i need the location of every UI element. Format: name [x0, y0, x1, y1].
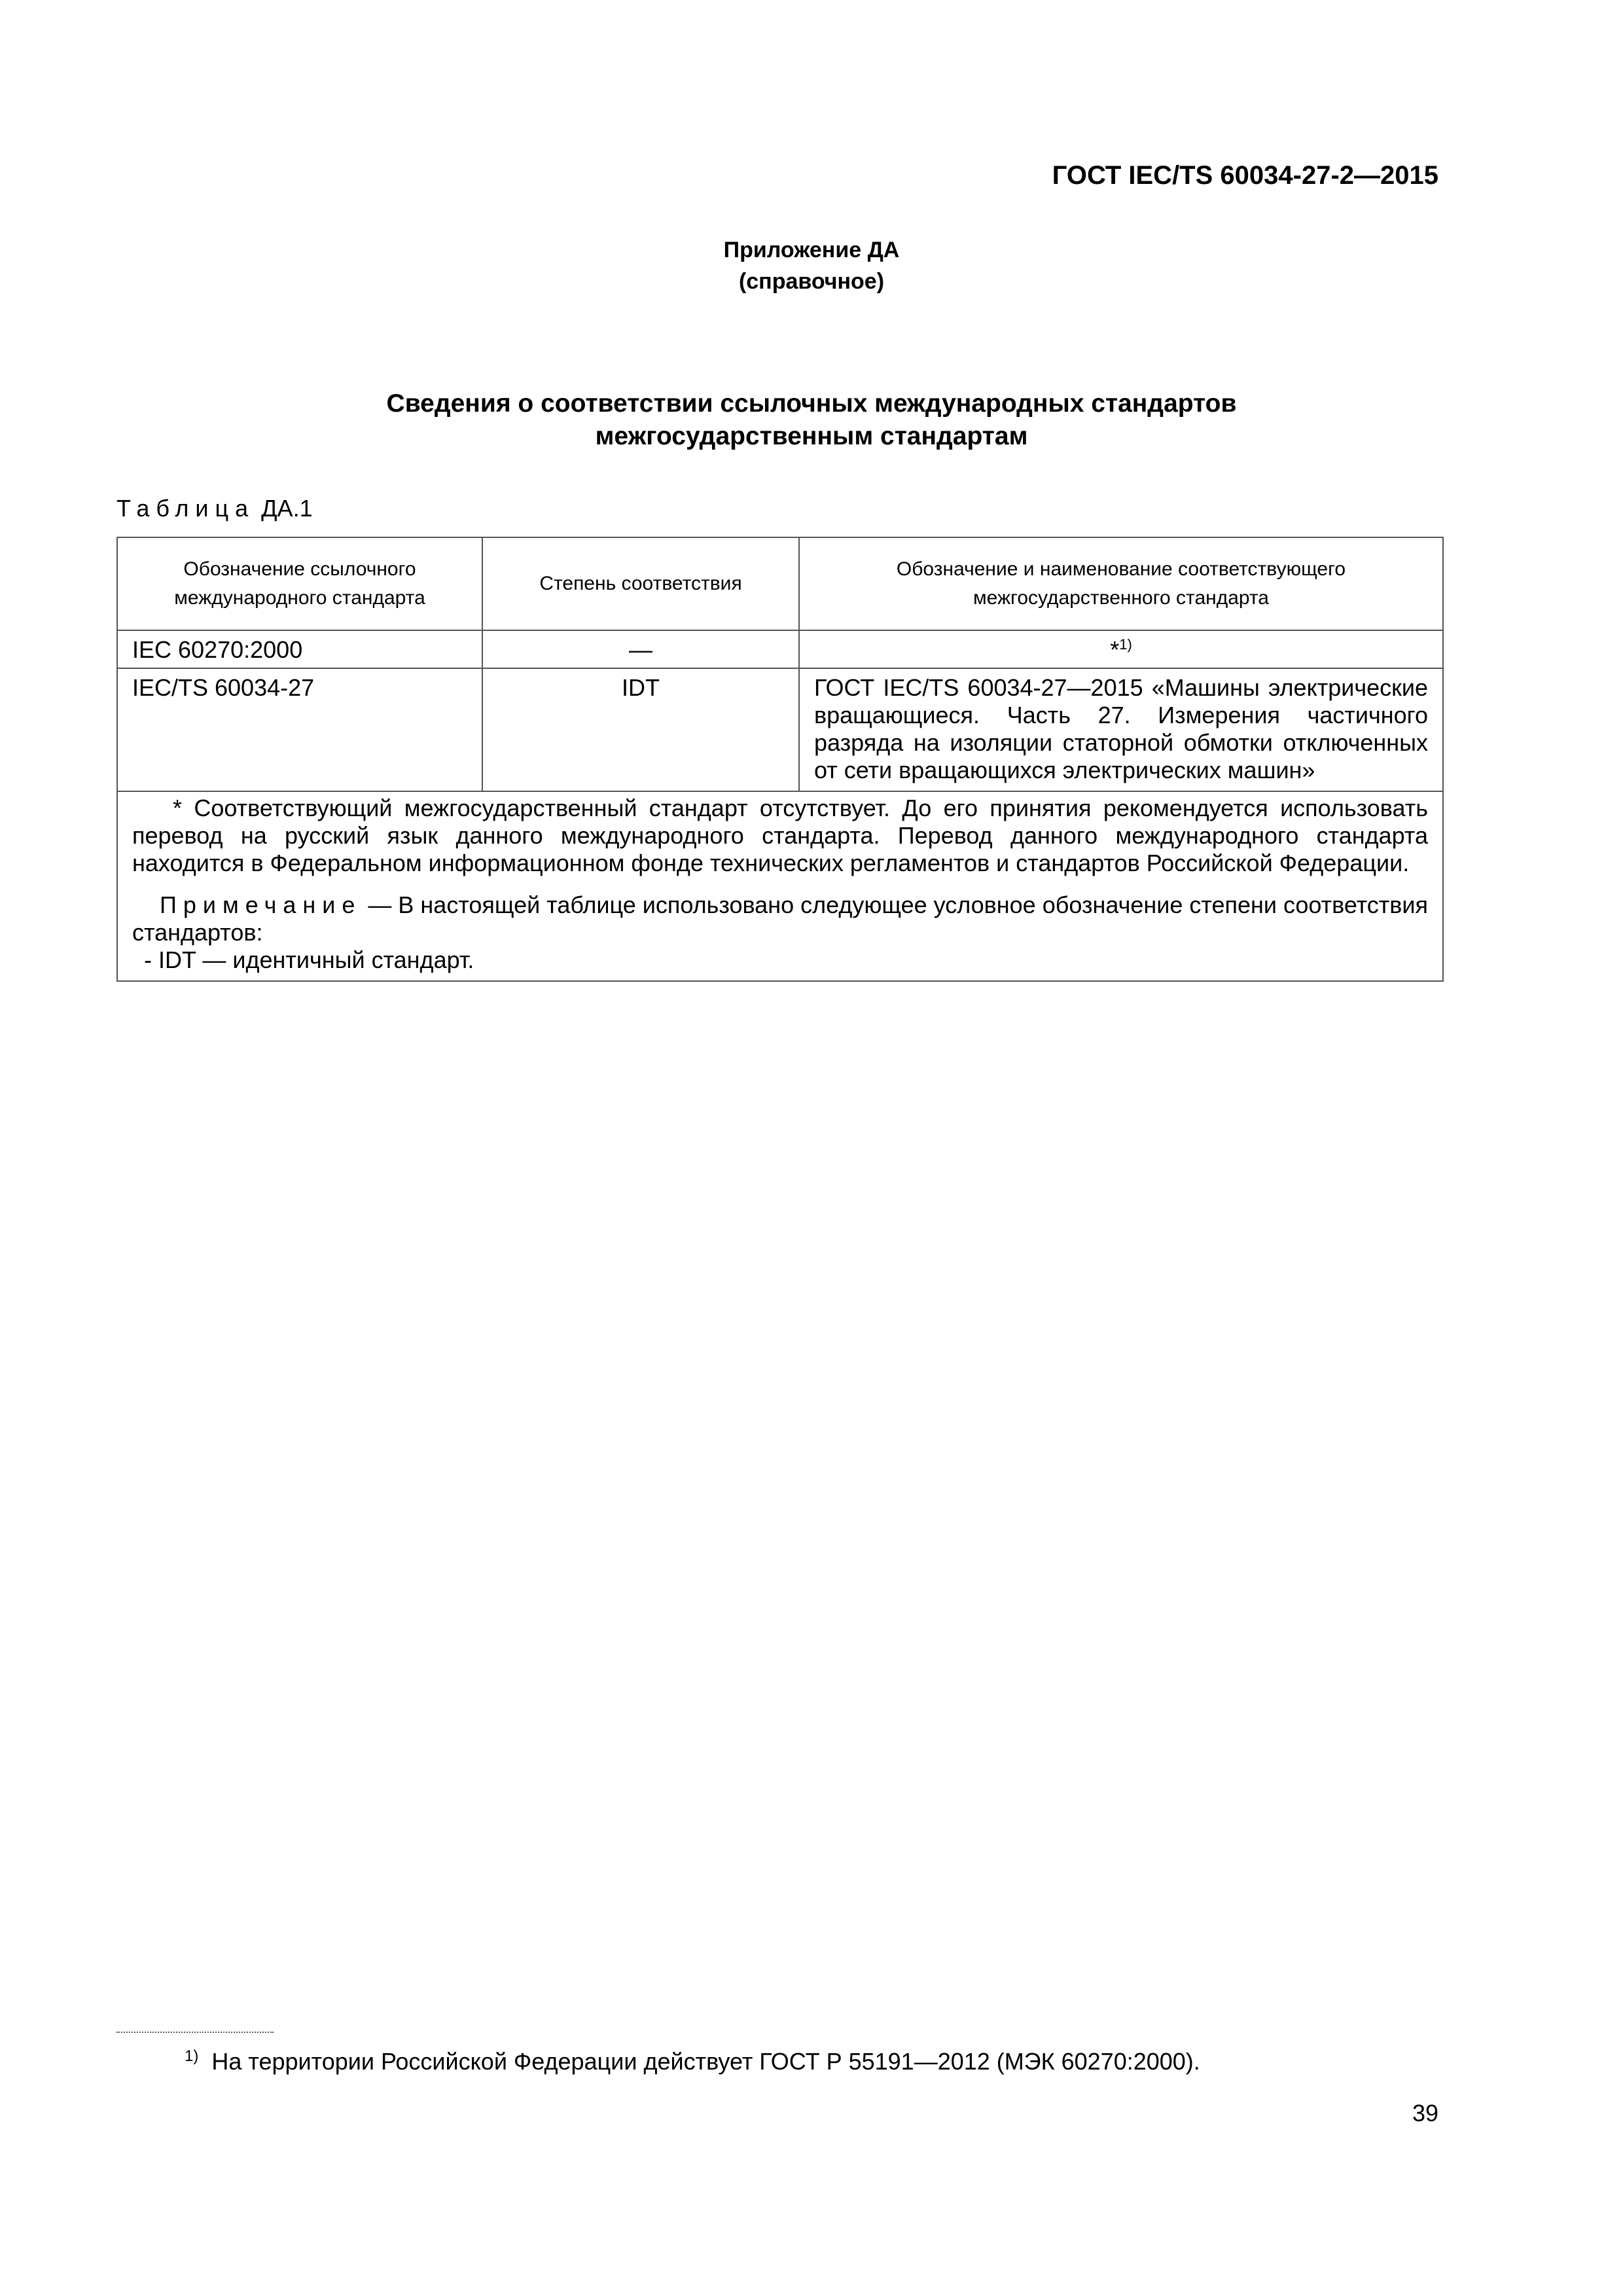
header-reference-standard: Обозначение ссылочного международного стандарта: [117, 537, 482, 630]
cell-degree: —: [482, 630, 799, 668]
appendix-title: Приложение ДА: [723, 238, 900, 262]
asterisk-mark: *: [1110, 636, 1120, 663]
table-row: [117, 668, 1443, 791]
table-notes-cell: [117, 791, 1443, 981]
table-caption-number: ДА.1: [261, 495, 313, 522]
cell-national-standard: [799, 630, 1443, 668]
cell-degree: IDT: [482, 668, 799, 791]
footnote-ref: 1): [1119, 636, 1132, 653]
footnote-text: На территории Российской Федерации действует ГОСТ Р 55191—2012 (МЭК 60270:2000).: [211, 2048, 1200, 2075]
table-note: [132, 891, 1428, 946]
page-header-standard-code: ГОСТ IEC/TS 60034-27-2—2015: [1052, 161, 1438, 190]
document-title: [0, 387, 1623, 453]
footnote-mark: 1): [185, 2047, 199, 2065]
document-title-line-2: межгосударственным стандартам: [595, 422, 1028, 450]
note-list-item: - IDT — идентичный стандарт.: [144, 946, 474, 973]
cell-reference-standard: IEC 60270:2000: [117, 630, 482, 668]
page-number: 39: [1412, 2100, 1438, 2126]
cell-national-standard: ГОСТ IEC/TS 60034-27—2015 «Машины электрические вращающиеся. Часть 27. Измерения частичного разряда на изоляции статорной обмотки отключенных от сети вращающихся электрических машин»: [799, 668, 1443, 791]
header-national-standard: Обозначение и наименование соответствующего межгосударственного стандарта: [799, 537, 1443, 630]
table-header-row: [117, 537, 1443, 630]
cell-reference-standard: IEC/TS 60034-27: [117, 668, 482, 791]
asterisk-note: * Соответствующий межгосударственный стандарт отсутствует. До его принятия рекомендуется использовать перевод на русский язык данного международного стандарта. Перевод данного международного стандарта находится в Федеральном информационном фонде технических регламентов и стандартов Российской Федерации.: [132, 795, 1428, 876]
header-degree-of-correspondence: Степень соответствия: [482, 537, 799, 630]
correspondence-table: [116, 537, 1444, 982]
note-label: Примечание: [160, 891, 362, 918]
appendix-subtitle: (справочное): [738, 269, 885, 294]
table-caption: [116, 495, 313, 522]
table-caption-word: Таблица: [116, 495, 255, 522]
document-title-line-1: Сведения о соответствии ссылочных международных стандартов: [386, 389, 1237, 418]
note-text: — В настоящей таблице использовано следующее условное обозначение степени соответствия стандартов:: [132, 891, 1428, 946]
table-row: [117, 630, 1443, 668]
appendix-heading: [0, 234, 1623, 297]
footnote-divider: [116, 2032, 274, 2033]
footnote: [185, 2047, 1200, 2075]
table-notes-row: [117, 791, 1443, 981]
